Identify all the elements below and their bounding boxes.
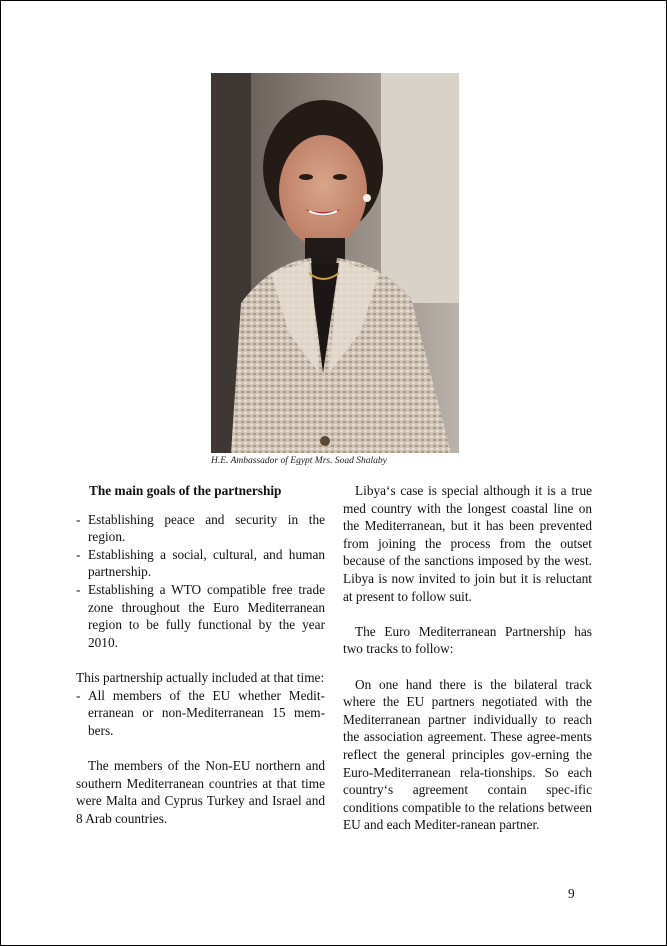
goal-item <box>76 581 325 651</box>
bullet-dash: - <box>76 511 81 527</box>
libya-paragraph: Libya‘s case is special although it is a true med country with the longest coastal line on the Mediterranean, but it has been prevented from joining the process from the outset because of the sanctions imposed by the west. Libya is now invited to join but it is reluctant at present to follow suit. <box>343 483 592 604</box>
goal-item <box>76 546 325 581</box>
tracks-paragraph: The Euro Mediterranean Partnership has two tracks to follow: <box>343 623 592 657</box>
goal-text: Establishing peace and security in the region. <box>88 511 325 545</box>
bullet-dash: - <box>76 546 81 562</box>
ambassador-photo <box>211 73 459 453</box>
right-column <box>343 482 592 834</box>
members-paragraph: The members of the Non-EU northern and southern Mediterranean countries at that time were Malta and Cyprus Turkey and Israel and 8 Arab countries. <box>76 757 325 826</box>
goal-item <box>76 511 325 546</box>
bilateral-paragraph: On one hand there is the bilateral track where the EU partners negotiated with the Mediterranean partner individually to reach the association agreement. These agree-ments reflect the general principles gov-erning the Euro-Mediterranean rela-tionships. So each country‘s agreement contain spec-ific conditions compatible to the relations between EU and each Mediter-ranean partner. <box>343 676 592 833</box>
bullet-dash: - <box>76 581 81 597</box>
left-column <box>76 482 325 827</box>
included-item <box>76 687 325 740</box>
included-text: All members of the EU whether Medit-erranean or non-Mediterranean 15 mem-bers. <box>88 687 325 738</box>
included-intro: This partnership actually included at that time: <box>76 669 325 685</box>
photo-caption: H.E. Ambassador of Egypt Mrs. Soad Shalaby <box>211 456 387 466</box>
bullet-dash: - <box>76 687 81 703</box>
section-heading: The main goals of the partnership <box>89 483 282 498</box>
goal-text: Establishing a WTO compatible free trade zone throughout the Euro Mediterranean region to be fully functional by the year 2010. <box>88 581 325 650</box>
page-number: 9 <box>568 886 575 901</box>
goal-text: Establishing a social, cultural, and human partnership. <box>88 546 325 580</box>
